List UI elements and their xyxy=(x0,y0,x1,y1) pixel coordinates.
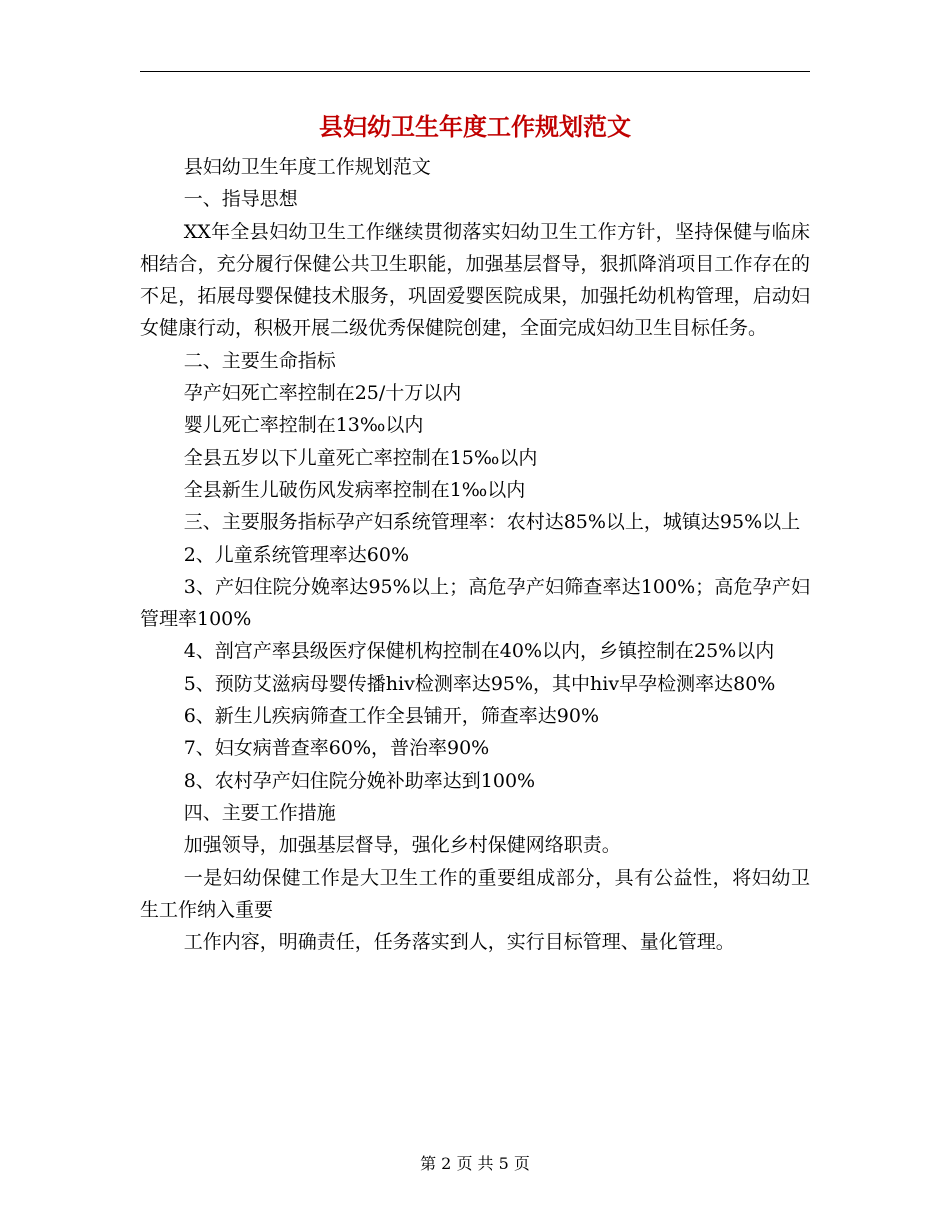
paragraph: 3、产妇住院分娩率达95%以上；高危孕产妇筛查率达100%；高危孕产妇管理率100% xyxy=(140,575,810,631)
paragraph: 7、妇女病普查率60%，普治率90% xyxy=(183,737,490,760)
paragraph: 一、指导思想 xyxy=(183,188,298,211)
paragraph: 8、农村孕产妇住院分娩补助率达到100% xyxy=(183,769,536,792)
paragraph: 2、儿童系统管理率达60% xyxy=(183,543,410,566)
paragraph: 三、主要服务指标孕产妇系统管理率：农村达85%以上，城镇达95%以上 xyxy=(183,511,801,534)
header-rule xyxy=(140,71,810,72)
document-title: 县妇幼卫生年度工作规划范文 xyxy=(319,112,631,141)
paragraph: 6、新生儿疾病筛查工作全县铺开，筛查率达90% xyxy=(183,705,600,728)
paragraph: 全县五岁以下儿童死亡率控制在15‰以内 xyxy=(183,446,538,469)
paragraph: 5、预防艾滋病母婴传播hiv检测率达95%，其中hiv早孕检测率达80% xyxy=(183,672,776,695)
document-body xyxy=(140,151,810,958)
paragraph: 四、主要工作措施 xyxy=(183,801,336,824)
paragraph: 一是妇幼保健工作是大卫生工作的重要组成部分，具有公益性，将妇幼卫生工作纳入重要 xyxy=(140,866,810,921)
paragraph: 全县新生儿破伤风发病率控制在1‰以内 xyxy=(183,478,526,501)
paragraph: XX年全县妇幼卫生工作继续贯彻落实妇幼卫生工作方针，坚持保健与临床相结合，充分履行保健公共卫生职能，加强基层督导，狠抓降消项目工作存在的不足，拓展母婴保健技术服务，巩固爱婴医院成果，加强托幼机构管理，启动妇女健康行动，积极开展二级优秀保健院创建，全面完成妇幼卫生目标任务。 xyxy=(140,220,810,340)
paragraph: 加强领导，加强基层督导，强化乡村保健网络职责。 xyxy=(183,834,621,857)
paragraph: 二、主要生命指标 xyxy=(183,349,336,372)
paragraph: 县妇幼卫生年度工作规划范文 xyxy=(183,156,431,178)
paragraph: 婴儿死亡率控制在13‰以内 xyxy=(183,414,424,437)
paragraph: 工作内容，明确责任，任务落实到人，实行目标管理、量化管理。 xyxy=(183,931,735,954)
paragraph: 4、剖宫产率县级医疗保健机构控制在40%以内，乡镇控制在25%以内 xyxy=(183,640,775,663)
paragraph: 孕产妇死亡率控制在25/十万以内 xyxy=(183,382,462,405)
page-footer: 第 2 页 共 5 页 xyxy=(420,1154,530,1173)
